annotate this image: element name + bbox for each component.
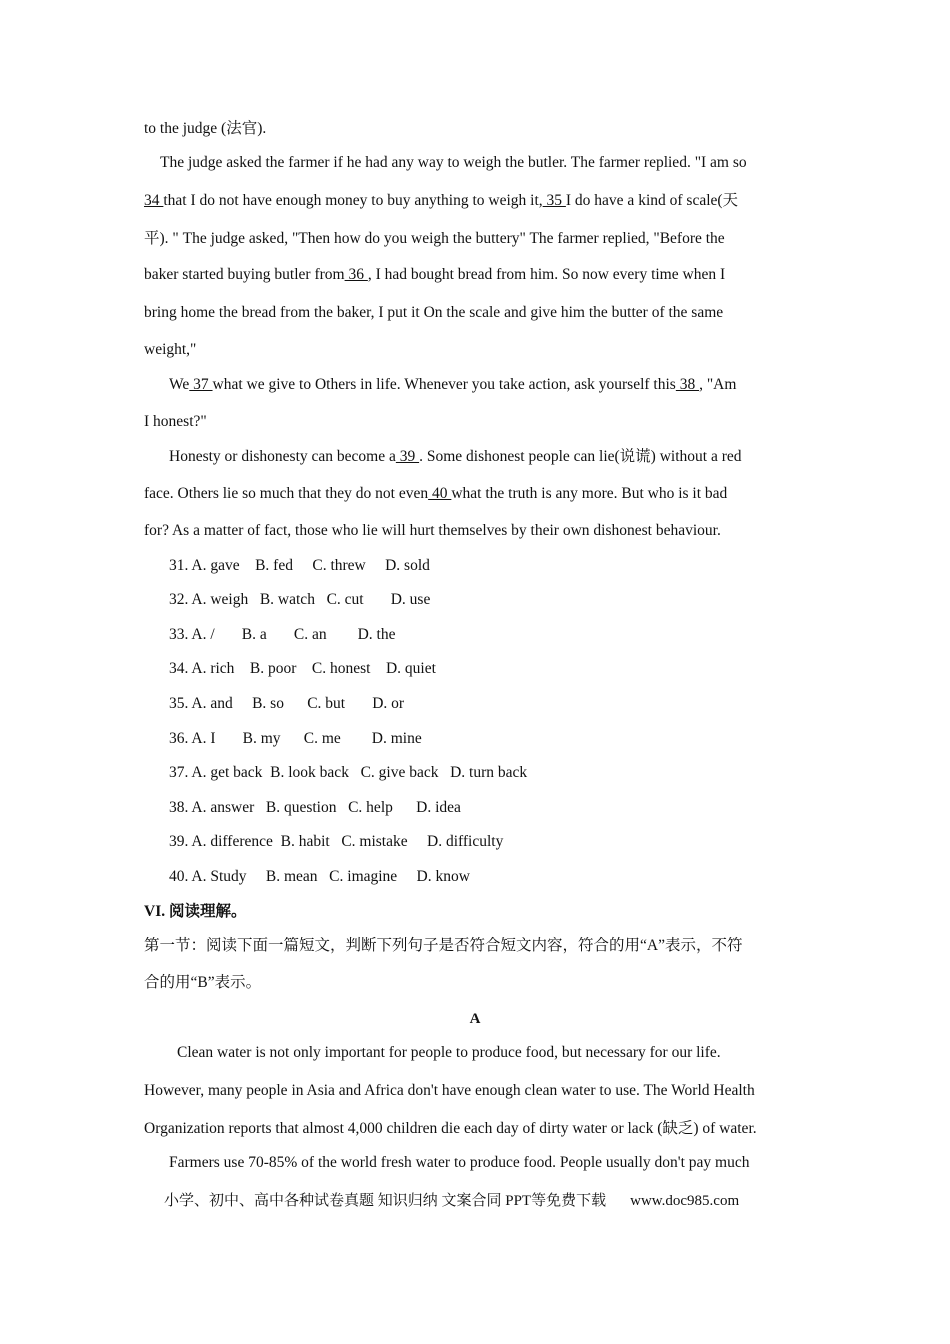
passage-line (144, 484, 727, 504)
passage-line (169, 447, 742, 467)
passage-line (144, 265, 725, 285)
option-row-31: 31. A. gave B. fed C. threw D. sold (169, 557, 430, 574)
option-row-37: 37. A. get back B. look back C. give back D. turn back (169, 764, 528, 781)
section-heading: VI. 阅读理解。 (144, 903, 247, 920)
passage-line: Clean water is not only important for people to produce food, but necessary for our life. (177, 1044, 721, 1061)
passage-line: I honest?" (144, 413, 207, 430)
passage-line: for? As a matter of fact, those who lie will hurt themselves by their own dishonest behaviour. (144, 522, 721, 539)
passage-text: , I had bought bread from him. So now every time when I (367, 266, 726, 283)
passage-text: . Some dishonest people can lie(说谎) without a red (419, 448, 742, 465)
option-row-38: 38. A. answer B. question C. help D. idea (169, 799, 461, 816)
passage-line: 平). " The judge asked, "Then how do you weigh the buttery" The farmer replied, "Before the (144, 230, 725, 247)
footer-url[interactable]: www.doc985.com (630, 1193, 740, 1209)
passage-title: A (469, 1011, 481, 1027)
passage-text: face. Others lie so much that they do not even (144, 485, 429, 502)
passage-text: what the truth is any more. But who is it bad (451, 485, 728, 502)
blank-34: 34 (144, 192, 164, 209)
blank-36: 36 (344, 266, 368, 283)
option-row-36: 36. A. I B. my C. me D. mine (169, 730, 422, 747)
section-instruction: 第一节：阅读下面一篇短文，判断下列句子是否符合短文内容，符合的用“A”表示，不符 (144, 937, 743, 954)
passage-text: baker started buying butler from (144, 266, 345, 283)
option-row-32: 32. A. weigh B. watch C. cut D. use (169, 591, 431, 608)
passage-text: Honesty or dishonesty can become a (169, 448, 396, 465)
passage-line (169, 375, 736, 395)
passage-text: , "Am (699, 376, 737, 393)
blank-35: 35 (542, 192, 566, 209)
page-footer (164, 1191, 739, 1211)
passage-line: However, many people in Asia and Africa don't have enough clean water to use. The World Health (144, 1082, 755, 1099)
option-row-39: 39. A. difference B. habit C. mistake D. difficulty (169, 833, 504, 850)
passage-line: to the judge (法官). (144, 120, 267, 137)
blank-38: 38 (675, 376, 700, 393)
option-row-40: 40. A. Study B. mean C. imagine D. know (169, 868, 470, 885)
passage-line: Farmers use 70-85% of the world fresh water to produce food. People usually don't pay much (169, 1154, 750, 1171)
footer-text: 小学、初中、高中各种试卷真题 知识归纳 文案合同 PPT等免费下载 (164, 1193, 607, 1209)
blank-37: 37 (189, 376, 213, 393)
passage-text: I do have a kind of scale(天 (565, 192, 739, 209)
option-row-33: 33. A. / B. a C. an D. the (169, 626, 396, 643)
passage-text: what we give to Others in life. Whenever you take action, ask yourself this (212, 376, 676, 393)
blank-40: 40 (428, 485, 452, 502)
section-instruction: 合的用“B”表示。 (144, 974, 262, 991)
passage-text: We (169, 376, 190, 393)
passage-text: that I do not have enough money to buy anything to weigh it, (163, 192, 543, 209)
option-row-34: 34. A. rich B. poor C. honest D. quiet (169, 660, 436, 677)
blank-39: 39 (395, 448, 420, 465)
option-row-35: 35. A. and B. so C. but D. or (169, 695, 405, 712)
passage-line (144, 191, 738, 211)
passage-line: bring home the bread from the baker, I put it On the scale and give him the butter of the same (144, 304, 724, 321)
passage-line: weight," (144, 341, 197, 358)
passage-line: The judge asked the farmer if he had any way to weigh the butler. The farmer replied. "I am so (160, 154, 747, 171)
passage-line: Organization reports that almost 4,000 children die each day of dirty water or lack (缺乏) of water. (144, 1120, 757, 1137)
